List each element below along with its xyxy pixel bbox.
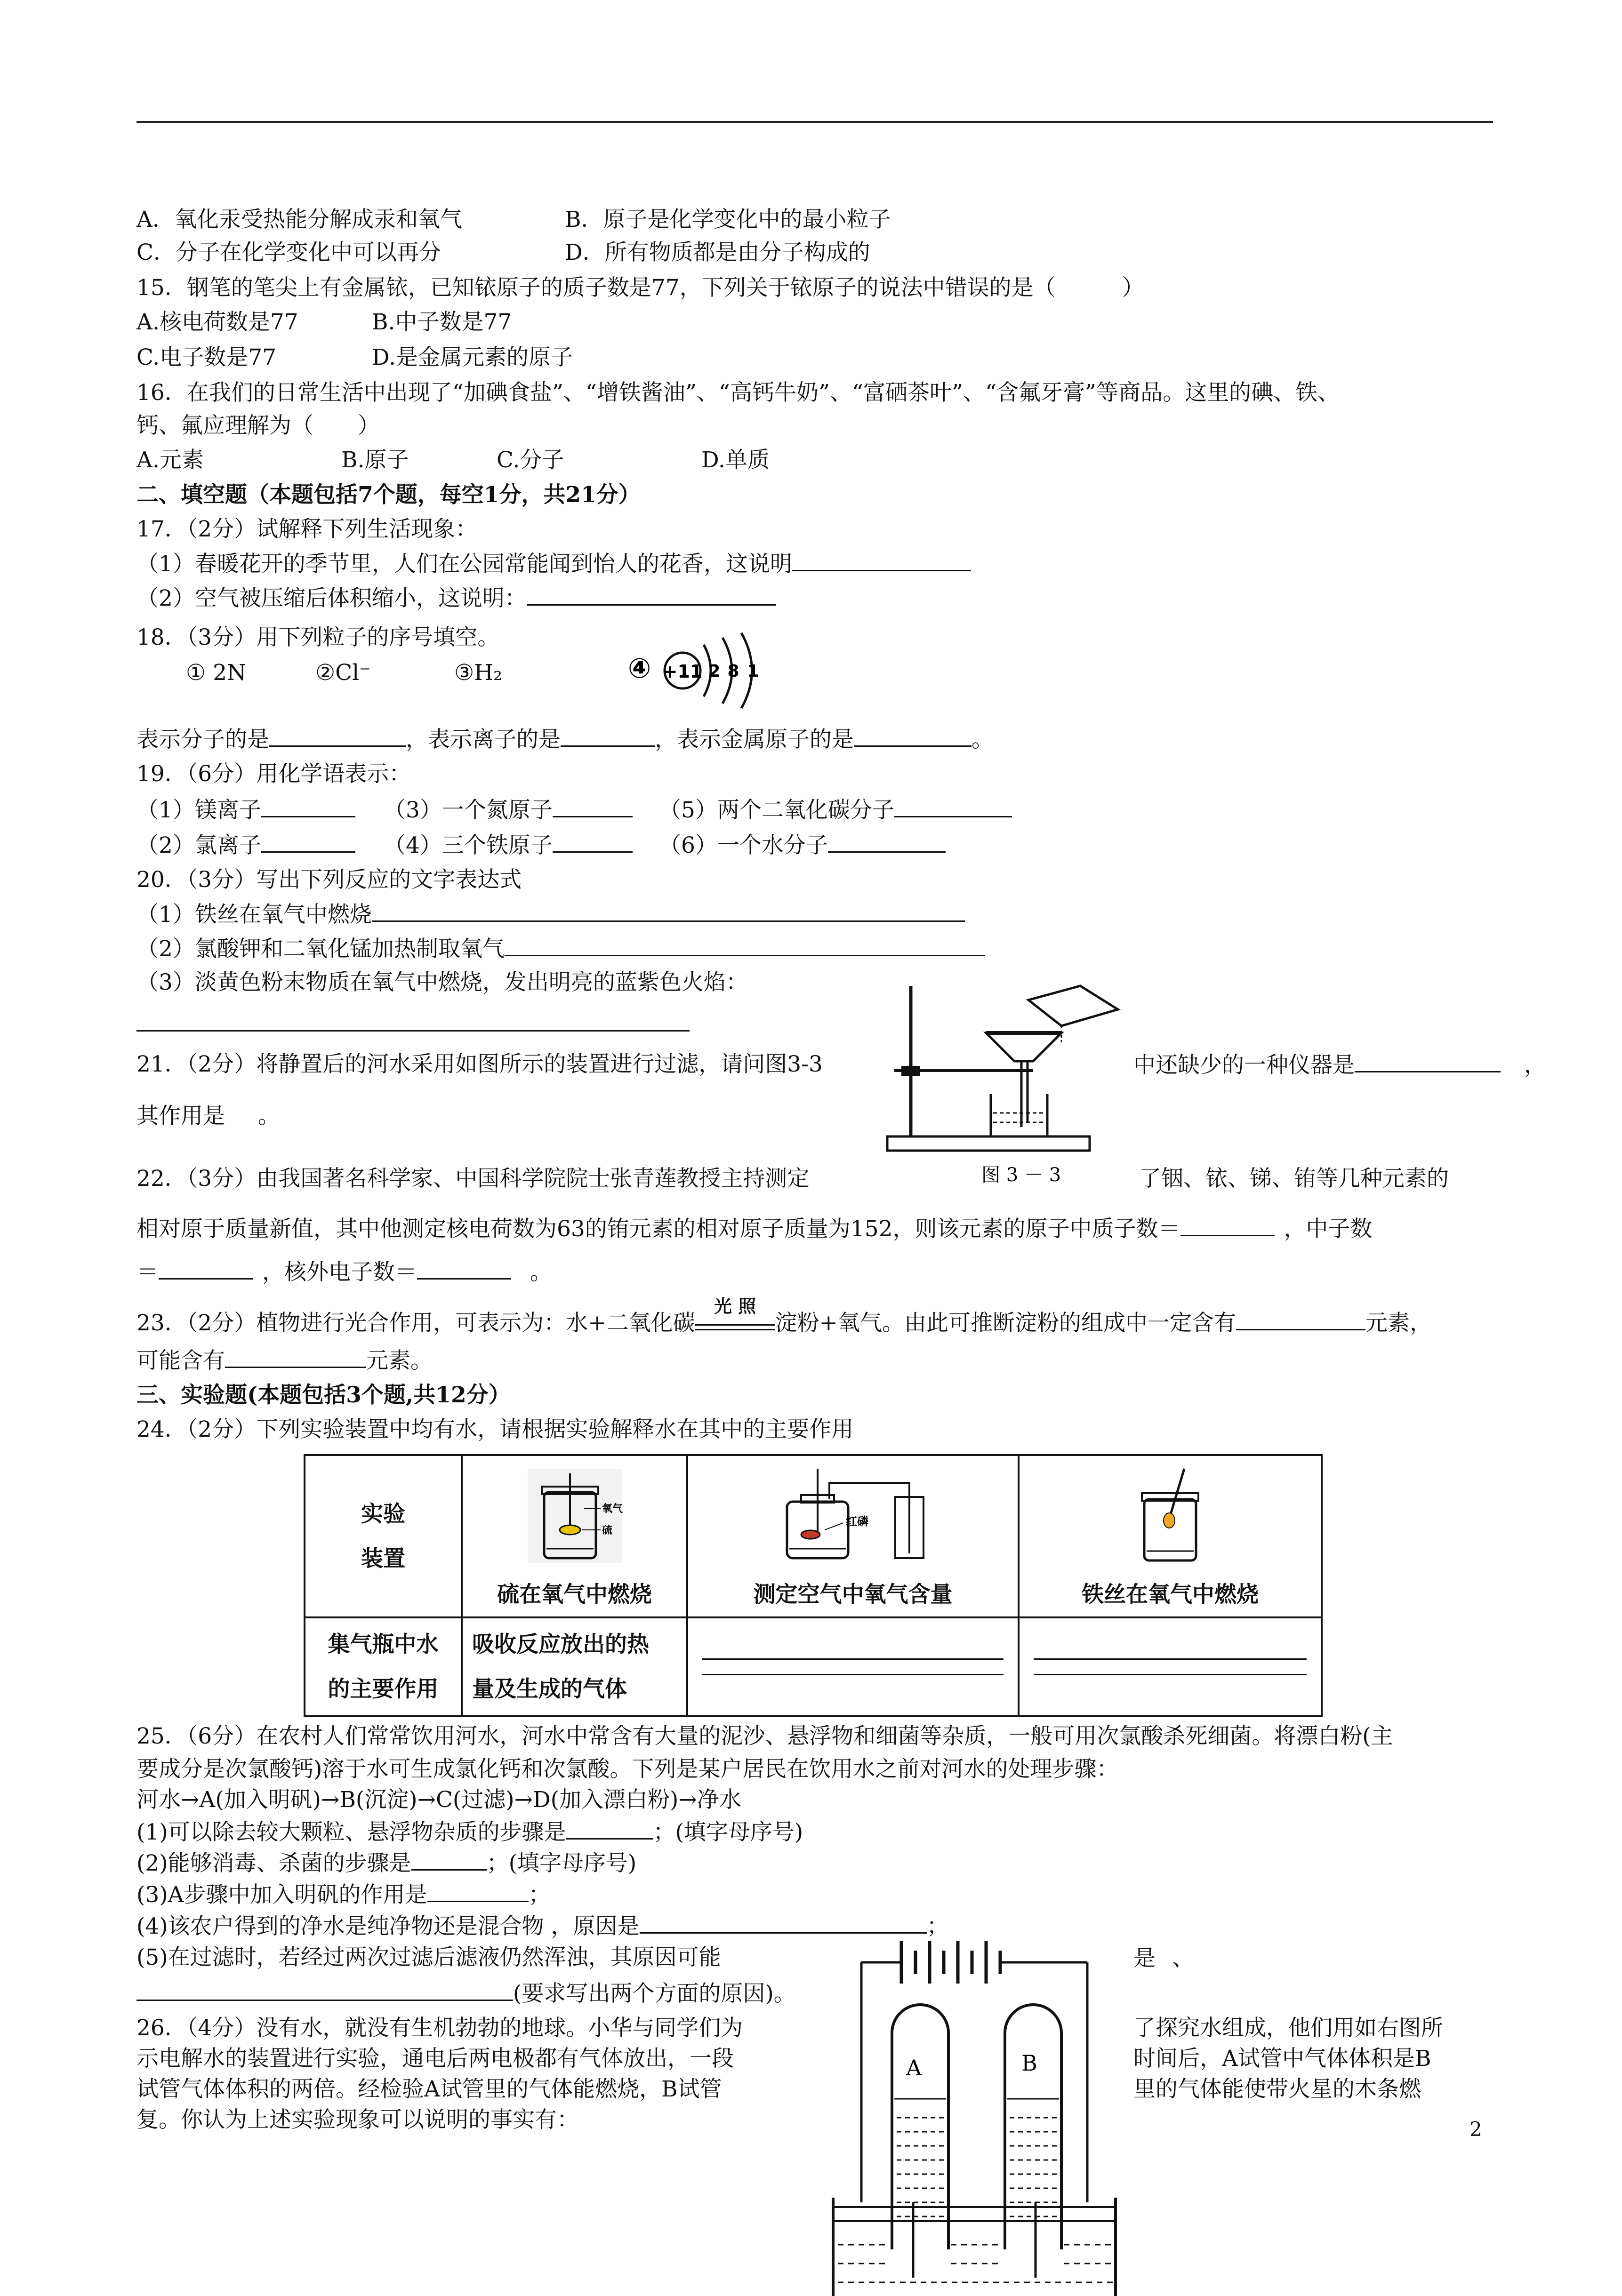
q19-blank-2[interactable] — [261, 831, 355, 853]
q19-item-5: （5）两个二氧化碳分子 — [659, 795, 1012, 824]
cell-iron-wire-apparatus — [1019, 1455, 1322, 1617]
q25-part3: (3)A步骤中加入明矾的作用是 ； — [137, 1880, 551, 1909]
sulfur-label: 硫 — [602, 1525, 612, 1536]
diagram-number-4: ④ — [628, 652, 651, 684]
q22-line1: 22．（3分）由我国著名科学家、中国科学院院士张青莲教授主持测定 — [137, 1166, 810, 1192]
q19-blank-4[interactable] — [553, 831, 633, 853]
q16-stem-line1: 16．在我们的日常生活中出现了“加碘食盐”、“增铁酱油”、“高钙牛奶”、“富硒茶叶”、“含氟牙膏”等商品。这里的碘、铁、 — [137, 380, 1340, 406]
q24-blank-3b[interactable] — [1034, 1674, 1307, 1675]
q22-blank-electrons[interactable] — [417, 1257, 511, 1280]
q24-blank-2b[interactable] — [702, 1674, 1004, 1675]
q19-blank-5[interactable] — [894, 795, 1012, 817]
q25-part2: (2)能够消毒、杀菌的步骤是 ；(填字母序号) — [137, 1848, 636, 1878]
figure-3-3-caption: 图 3 － 3 — [981, 1164, 1061, 1186]
q20-blank-3[interactable] — [137, 1009, 690, 1032]
oxygen-label: 氧气 — [602, 1503, 623, 1515]
q17-stem: 17．（2分）试解释下列生活现象： — [137, 516, 478, 542]
col-sulfur-burning: 硫在氧气中燃烧 — [497, 1582, 652, 1608]
q14-option-b: B．原子是化学变化中的最小粒子 — [565, 207, 891, 232]
water-electrolysis-apparatus-figure — [824, 1920, 1125, 2296]
q22-line3: ＝ ，核外电子数＝ 。 — [137, 1257, 552, 1287]
cell-sulfur-apparatus — [462, 1455, 687, 1617]
q14-option-c: C．分子在化学变化中可以再分 — [137, 240, 441, 265]
q25-blank-2[interactable] — [411, 1848, 487, 1871]
sodium-atom-structure-diagram — [621, 631, 772, 711]
q17-part1-blank[interactable] — [792, 549, 971, 571]
q23-blank-may-contain[interactable] — [225, 1346, 366, 1368]
q24-blank-2a[interactable] — [702, 1658, 1004, 1660]
q16-option-c: C.分子 — [497, 447, 564, 473]
q16-option-d: D.单质 — [701, 447, 770, 473]
cell-sulfur-water-role: 吸收反应放出的热 量及生成的气体 — [462, 1617, 687, 1716]
q23-blank-must-contain[interactable] — [1236, 1308, 1365, 1330]
q21-line1-right: 中还缺少的一种仪器是 ， — [1133, 1050, 1546, 1080]
q22-blank-protons[interactable] — [1180, 1214, 1275, 1236]
q19-item-1: （1）镁离子 — [137, 795, 355, 824]
light-reaction-arrow — [695, 1296, 775, 1330]
q14-option-a: A．氧化汞受热能分解成汞和氧气 — [137, 207, 462, 232]
q17-part2: （2）空气被压缩后体积缩小，这说明： — [137, 584, 776, 613]
q26-line3: 试管气体体积的两倍。经检验A试管里的气体能燃烧，B试管 — [137, 2076, 722, 2102]
q26-line2-right: 时间后，A试管中气体体积是B — [1133, 2046, 1431, 2072]
q23-line1: 23．（2分）植物进行光合作用，可表示为：水+二氧化碳 光 照 淀粉+氧气。由此可推断淀粉的组成中一定含有 元素， — [137, 1308, 1432, 1337]
q25-blank-1[interactable] — [566, 1817, 653, 1840]
red-phosphorus-label: 红磷 — [846, 1515, 868, 1528]
q22-line2: 相对原于质量新值，其中他测定核电荷数为63的铕元素的相对原子质量为152，则该元素的原子中质子数＝ ，中子数 — [137, 1214, 1373, 1243]
q25-part5-line2: (要求写出两个方面的原因)。 — [137, 1979, 796, 2008]
q25-process-steps: 河水→A(加入明矾)→B(沉淀)→C(过滤)→D(加入漂白粉)→净水 — [137, 1787, 741, 1813]
q23-line2: 可能含有 元素。 — [137, 1346, 433, 1375]
table-head-apparatus: 实验 装置 — [305, 1455, 462, 1617]
filtration-apparatus-figure — [873, 981, 1137, 1188]
q17-part1: （1）春暖花开的季节里，人们在公园常能闻到怡人的花香，这说明 — [137, 549, 971, 578]
q24-blank-3a[interactable] — [1034, 1658, 1307, 1660]
q25-part1: (1)可以除去较大颗粒、悬浮物杂质的步骤是 ；(填字母序号) — [137, 1817, 803, 1847]
q20-stem: 20．（3分）写出下列反应的文字表达式 — [137, 867, 522, 893]
q21-line1: 21．（2分）将静置后的河水采用如图所示的装置进行过滤，请问图3-3 — [137, 1051, 823, 1077]
q20-part1: （1）铁丝在氧气中燃烧 — [137, 900, 965, 929]
table-head-water-role: 集气瓶中水 的主要作用 — [305, 1617, 462, 1716]
iron-wire-jar-icon — [1114, 1464, 1227, 1568]
header-rule — [137, 121, 1493, 123]
q25-line1: 25．（6分）在农村人们常常饮用河水，河水中常含有大量的泥沙、悬浮物和细菌等杂质，一般可用次氯酸杀死细菌。将漂白粉(主 — [137, 1723, 1393, 1749]
q26-line1: 26．（4分）没有水，就没有生机勃勃的地球。小华与同学们为 — [137, 2015, 743, 2041]
q15-stem: 15．钢笔的笔尖上有金属铱，已知铱原子的质子数是77，下列关于铱原子的说法中错误的是（ ） — [137, 275, 1144, 301]
q18-questions: 表示分子的是 ，表示离子的是 ，表示金属原子的是 。 — [137, 725, 994, 754]
nucleus-charge: +11 — [662, 661, 703, 682]
q16-option-b: B.原子 — [341, 447, 409, 473]
q18-blank-metal-atom[interactable] — [854, 725, 972, 747]
q21-blank-instrument[interactable] — [1355, 1050, 1501, 1072]
shell-electrons-3: 1 — [747, 662, 759, 681]
q15-option-c: C.电子数是77 — [137, 344, 277, 370]
light-condition-label: 光 照 — [714, 1296, 756, 1317]
q19-item-3: （3）一个氮原子 — [384, 795, 633, 824]
q26-line2: 示电解水的装置进行实验，通电后两电极都有气体放出，一段 — [137, 2046, 734, 2072]
cell-iron-wire-water-role — [1019, 1617, 1322, 1716]
q19-item-4: （4）三个铁原子 — [384, 831, 633, 860]
tube-b-label: B — [1021, 2050, 1037, 2076]
cell-air-oxygen-water-role — [687, 1617, 1019, 1716]
q25-blank-3[interactable] — [427, 1880, 529, 1902]
q19-item-6: （6）一个水分子 — [659, 831, 946, 860]
q25-part4: (4)该农户得到的净水是纯净物还是混合物 ，原因是 ； — [137, 1912, 949, 1941]
q19-blank-3[interactable] — [553, 795, 633, 817]
q18-option-2: ②Cl⁻ — [315, 660, 371, 686]
q21-line2: 其作用是 。 — [137, 1103, 280, 1129]
q20-part2: （2）氯酸钾和二氧化锰加热制取氧气 — [137, 934, 985, 963]
section-2-heading: 二、填空题（本题包括7个题，每空1分，共21分） — [137, 482, 641, 508]
q19-item-2: （2）氯离子 — [137, 831, 355, 860]
q26-line4: 复。你认为上述实验现象可以说明的事实有： — [137, 2107, 579, 2133]
q20-part3: （3）淡黄色粉末物质在氧气中燃烧，发出明亮的蓝紫色火焰： — [137, 969, 748, 995]
q16-stem-line2: 钙、氟应理解为（ ） — [137, 413, 380, 439]
q18-option-3: ③H₂ — [454, 660, 502, 686]
tube-a-label: A — [906, 2055, 922, 2080]
q17-part2-blank[interactable] — [527, 584, 776, 606]
q18-blank-molecule[interactable] — [269, 725, 406, 747]
q16-option-a: A.元素 — [137, 447, 204, 473]
q25-part5-right: 是 、 — [1133, 1945, 1194, 1971]
q22-blank-neutrons[interactable] — [159, 1257, 253, 1280]
q26-line1-right: 了探究水组成，他们用如右图所 — [1133, 2015, 1443, 2041]
air-oxygen-apparatus-icon — [768, 1464, 938, 1568]
cell-air-oxygen-apparatus — [687, 1455, 1019, 1617]
q15-option-a: A.核电荷数是77 — [137, 309, 298, 335]
shell-electrons-1: 2 — [708, 662, 721, 681]
q19-blank-1[interactable] — [261, 795, 355, 817]
q26-line3-right: 里的气体能使带火星的木条燃 — [1133, 2076, 1421, 2102]
q19-blank-6[interactable] — [828, 831, 946, 853]
page-number: 2 — [1469, 2118, 1482, 2141]
q19-stem: 19．（6分）用化学语表示： — [137, 761, 411, 787]
q18-option-1: ① 2N — [186, 660, 247, 686]
q25-line2: 要成分是次氯酸钙)溶于水可生成氯化钙和次氯酸。下列是某户居民在饮用水之前对河水的处理步骤： — [137, 1756, 1119, 1782]
section-3-heading: 三、实验题(本题包括3个题,共12分） — [137, 1382, 511, 1408]
q25-part5: (5)在过滤时，若经过两次过滤后滤液仍然浑浊，其原因可能 — [137, 1944, 721, 1970]
sulfur-jar-icon — [518, 1464, 631, 1568]
q22-line1-right: 了铟、铱、锑、铕等几种元素的 — [1139, 1166, 1449, 1192]
col-air-oxygen-content: 测定空气中氧气含量 — [753, 1582, 953, 1608]
shell-electrons-2: 8 — [727, 662, 739, 681]
col-iron-wire-burning: 铁丝在氧气中燃烧 — [1082, 1582, 1259, 1608]
q18-blank-ion[interactable] — [561, 725, 655, 747]
q15-option-b: B.中子数是77 — [372, 309, 512, 335]
experiment-table — [304, 1454, 1323, 1717]
q14-option-d: D．所有物质都是由分子构成的 — [565, 240, 870, 265]
q18-stem: 18．（3分）用下列粒子的序号填空。 — [137, 624, 500, 650]
q24-stem: 24．（2分）下列实验装置中均有水，请根据实验解释水在其中的主要作用 — [137, 1416, 854, 1442]
q15-option-d: D.是金属元素的原子 — [372, 344, 573, 370]
q25-blank-5b[interactable] — [137, 1979, 513, 2001]
q20-blank-2[interactable] — [505, 934, 985, 956]
q20-blank-1[interactable] — [372, 900, 965, 922]
